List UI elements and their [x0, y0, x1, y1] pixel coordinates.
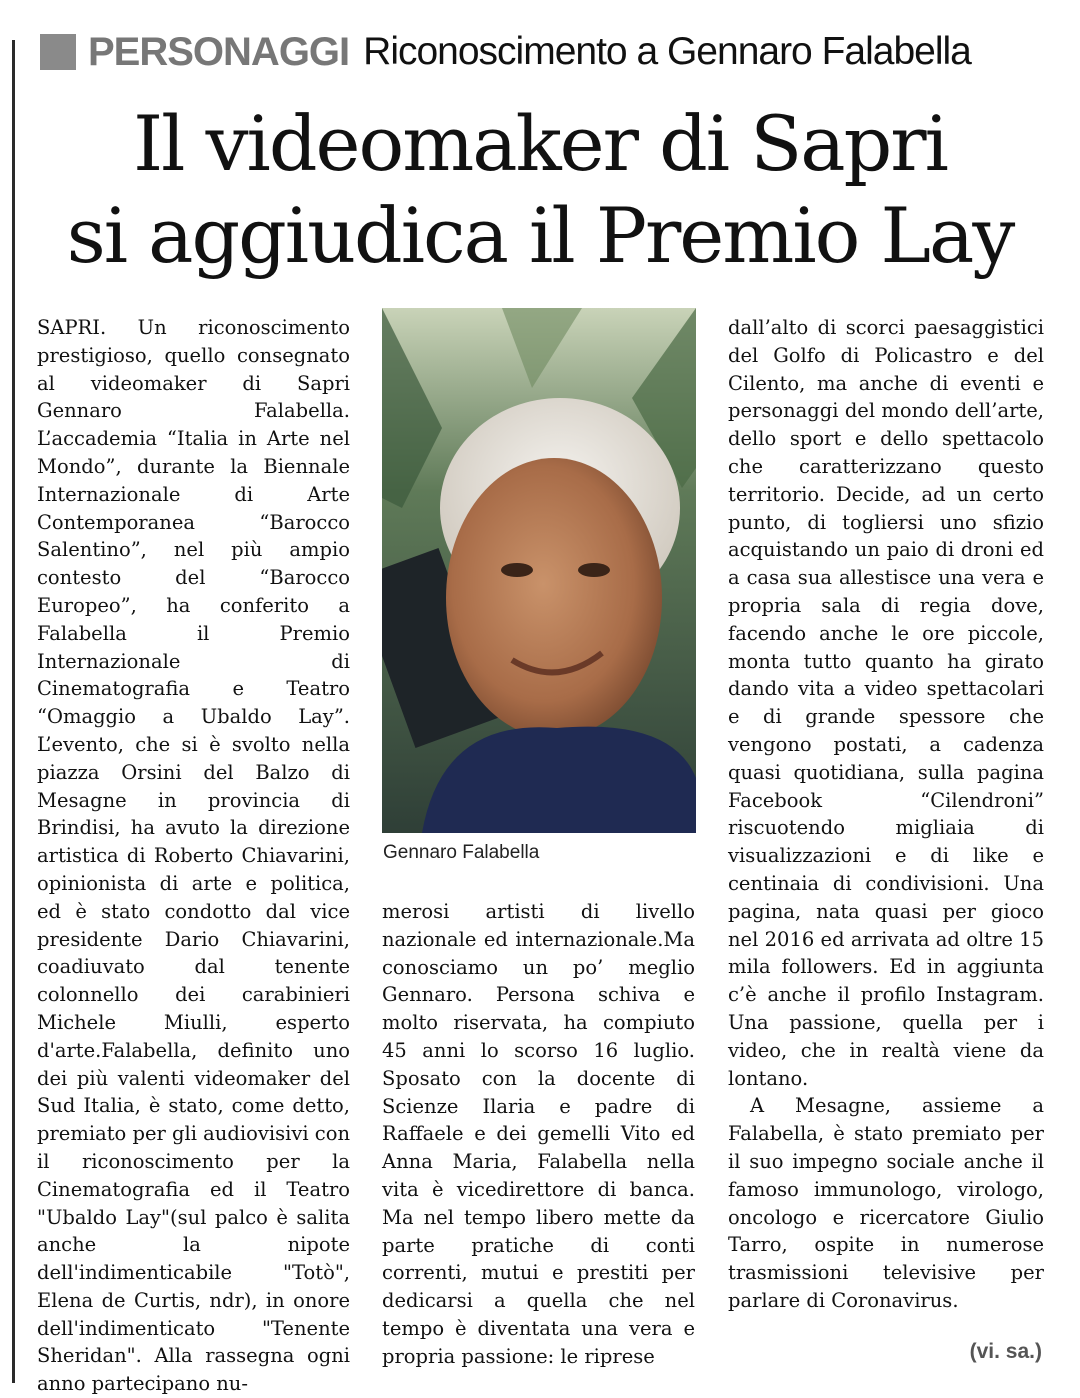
headline [0, 98, 1080, 282]
headline-line-2: si aggiudica il Premio Lay [66, 191, 1014, 280]
section-label: PERSONAGGI [88, 29, 350, 74]
section-square-icon [40, 34, 76, 70]
article-paragraph: merosi artisti di livello nazionale ed internazionale.Ma conosciamo un po’ meglio Gennaro. Persona schiva e molto riservata, ha compiuto 45 anni lo scorso 16 luglio. Sposato con la docente di Scienze Ilaria e padre di Raffaele e dei gemelli Vito ed Anna Maria, Falabella nella vita è vicedirettore di banca. Ma nel tempo libero mette da parte pratiche di conti correnti, mutui e prestiti per dedicarsi a quella che nel tempo è diventata una vera e propria passione: le riprese [382, 900, 695, 1368]
article-column-3 [728, 314, 1044, 1315]
article-paragraph: A Mesagne, assieme a Falabella, è stato premiato per il suo impegno sociale anche il famoso immunologo, virologo, oncologo e ricercatore Giulio Tarro, ospite in numerose trasmissioni televisive per parlare di Coronavirus. [728, 1094, 1044, 1312]
article-paragraph: SAPRI. Un riconoscimento prestigioso, quello consegnato al videomaker di Sapri Gennaro Falabella. L’accademia “Italia in Arte nel Mondo”, durante la Biennale Internazionale di Arte Contemporanea “Barocco Salentino”, nel più ampio contesto del “Barocco Europeo”, ha conferito a Falabella il Premio Internazionale di Cinematografia e Teatro “Omaggio a Ubaldo Lay”. L’evento, che si è svolto nella piazza Orsini del Balzo di Mesagne in provincia di Brindisi, ha avuto la direzione artistica di Roberto Chiavarini, opinionista di arte e politica, ed è stato condotto dal vice presidente Dario Chiavarini, coadiuvato dal tenente colonnello dei carabinieri Michele Miulli, esperto d'arte.Falabella, definito uno dei più valenti videomaker del Sud Italia, è stato, come detto, premiato per gli audiovisivi con il riconoscimento per la Cinematografia ed il Teatro "Ubaldo Lay"(sul palco è salita anche la nipote dell'indimenticabile "Totò", Elena de Curtis, ndr), in onore dell'indimenticato "Tenente Sheridan". Alla rassegna ogni anno partecipano nu- [37, 316, 350, 1396]
article-paragraph: dall’alto di scorci paesaggistici del Golfo di Policastro e del Cilento, ma anche di eventi e personaggi del mondo dell’arte, dello sport e dello spettacolo che caratterizzano questo territorio. Decide, ad un certo punto, di togliersi uno sfizio acquistando un paio di droni ed a casa sua allestisce una vera e propria sala di regia dove, facendo anche le ore piccole, monta tutto quanto ha girato dando vita a video spettacolari e di grande spessore che vengono postati, a cadenza quasi quotidiana, sulla pagina Facebook “Cilendroni” riscuotendo migliaia di visualizzazioni e di like e centinaia di condivisioni. Una pagina, nata quasi per gioco nel 2016 ed arrivata ad oltre 15 mila followers. Ed in aggiunta c’è anche il profilo Instagram. Una passione, quella per i video, che in realtà viene da lontano. [728, 316, 1044, 1090]
article-column-1 [37, 314, 350, 1398]
kicker: Riconoscimento a Gennaro Falabella [363, 30, 971, 73]
headline-line-1: Il videomaker di Sapri [133, 99, 947, 188]
article-column-2 [382, 898, 695, 1371]
author-signature: (vi. sa.) [969, 1340, 1042, 1363]
portrait-photo [382, 308, 696, 833]
photo-caption: Gennaro Falabella [383, 842, 540, 863]
section-header [40, 30, 971, 74]
